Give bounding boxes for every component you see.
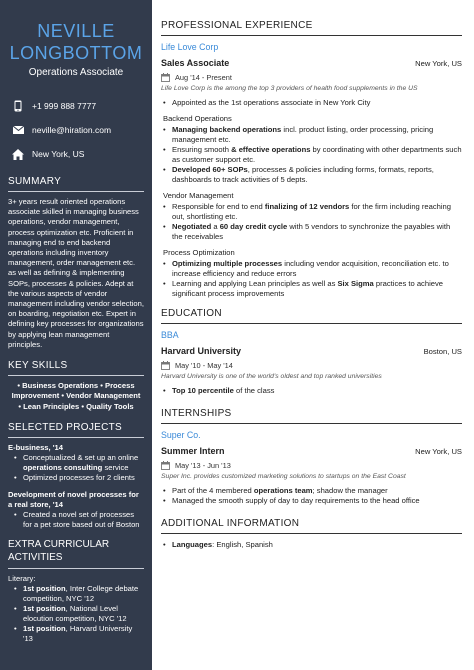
key-skills-heading: KEY SKILLS [8,360,68,372]
additional-info-heading: ADDITIONAL INFORMATION [161,518,300,529]
extra-bullets [0,584,152,644]
education-bullets [161,386,462,396]
list-item: • Top 10 percentile of the class [161,386,462,396]
contact-location: New York, US [0,142,152,166]
contact-email[interactable]: neville@hiration.com [0,118,152,142]
key-skills-list: • Business Operations • Process Improvement • Vendor Management • Lean Principles • Quality Tools [11,381,141,411]
school-name: Harvard University [161,346,242,356]
list-item: • Managing backend operations incl. product listing, order processing, pricing management etc. [161,125,462,145]
school-description: Harvard University is one of the world's oldest and top ranked universities [161,373,382,380]
list-item: • 1st position, National Level elocution competition, NYC '12 [14,604,144,624]
calendar-icon [161,73,170,82]
subsection-title: Backend Operations [163,114,232,123]
list-item: • Part of the 4 membered operations team; shadow the manager [161,486,462,496]
company-description: Life Love Corp is the among the top 3 providers of health food supplements in the US [161,85,418,92]
summary-text: 3+ years result oriented operations associate skilled in managing business operations, vendor management, process optimization etc. Proficient in managing end to end backend operations including inventory management, order management etc. as well as defining & implementing SOPs, processes & policies. Adept at the various aspects of vendor management including vendor selection, on boarding, negotiation etc. Expert in defining key processes for organizations by applying lean management principles. [8,197,144,349]
degree-name: BBA [161,330,179,340]
date-row: Aug '14 - Present [161,73,462,82]
internships-heading: INTERNSHIPS [161,408,232,419]
subsection-title: Vendor Management [163,191,234,200]
contact-block [0,94,152,166]
summary-heading: SUMMARY [8,176,62,187]
phone-icon [12,100,24,112]
education-heading: EDUCATION [161,308,222,319]
list-item: • Optimizing multiple processes including vendor acquisition, reconciliation etc. to increase efficiency and reduce errors [161,259,462,279]
project-bullets [0,510,152,530]
list-item: • Responsible for end to end finalizing of 12 vendors for the firm including reaching out, shortlisting etc. [161,202,462,222]
project-bullets [0,453,152,483]
role-row [161,58,462,68]
candidate-name: NEVILLE LONGBOTTOM [9,21,143,63]
list-item: • Negotiated a 60 day credit cycle with 5 vendors to synchronize the payables with the receivables [161,222,462,242]
main-content [152,0,474,670]
list-item: • Conceptualized & set up an online operations consulting service [14,453,144,473]
candidate-title: Operations Associate [28,67,124,78]
projects-heading: SELECTED PROJECTS [8,422,123,434]
summary-divider [8,191,144,192]
list-item: • Languages: English, Spanish [161,540,462,550]
envelope-icon [12,124,24,136]
school-location: Boston, US [423,347,462,356]
calendar-icon [161,461,170,470]
projects-divider [8,437,144,438]
experience-bullets [161,202,462,242]
list-item: • Created a novel set of processes for a pet store based out of Boston [14,510,144,530]
internship-bullets [161,486,462,506]
company-name: Super Co. [161,430,201,440]
company-description: Super Inc. provides customized marketing solutions to startups on the East Coast [161,473,406,480]
list-item: • Appointed as the 1st operations associate in New York City [161,98,462,108]
internships-divider [161,423,462,424]
additional-bullets [161,540,462,550]
sidebar [0,0,152,670]
extra-curricular-heading: EXTRA CURRICULAR ACTIVITIES [8,539,110,564]
list-item: • Managed the smooth supply of day to day requirements to the head office [161,496,462,506]
list-item: • Optimized processes for 2 clients [14,473,144,483]
experience-bullets [161,259,462,299]
role-location: New York, US [415,447,462,456]
role-location: New York, US [415,59,462,68]
date-row: May '13 - Jun '13 [161,461,462,470]
list-item: • 1st position, Harvard University '13 [14,624,144,644]
calendar-icon [161,361,170,370]
subsection-title: Process Optimization [163,248,235,257]
role-title: Sales Associate [161,58,230,68]
date-row: May '10 - May '14 [161,361,462,370]
project-title: Development of novel processes for a real store, '14 [8,490,139,510]
role-row [161,446,462,456]
extra-label: Literary: [8,574,36,584]
role-title: Summer Intern [161,446,225,456]
list-item: • Developed 60+ SOPs, processes & policies including forms, formats, reports, dashboards to track activities of 5 depts. [161,165,462,185]
contact-phone: +1 999 888 7777 [0,94,152,118]
experience-bullets [161,125,462,185]
list-item: • Ensuring smooth & effective operations by coordinating with other departments such as customer support etc. [161,145,462,165]
experience-heading: PROFESSIONAL EXPERIENCE [161,20,313,31]
list-item: • 1st position, Inter College debate competition, NYC '12 [14,584,144,604]
list-item: • Learning and applying Lean principles as well as Six Sigma practices to achieve significant process improvements [161,279,462,299]
experience-divider [161,35,462,36]
company-name: Life Love Corp [161,42,219,52]
key-skills-divider [8,375,144,376]
education-divider [161,323,462,324]
additional-info-divider [161,533,462,534]
project-title: E-business, '14 [8,443,63,453]
school-row [161,346,462,356]
experience-top-bullet [161,98,462,108]
extra-curricular-divider [8,568,144,569]
home-icon [12,148,24,160]
